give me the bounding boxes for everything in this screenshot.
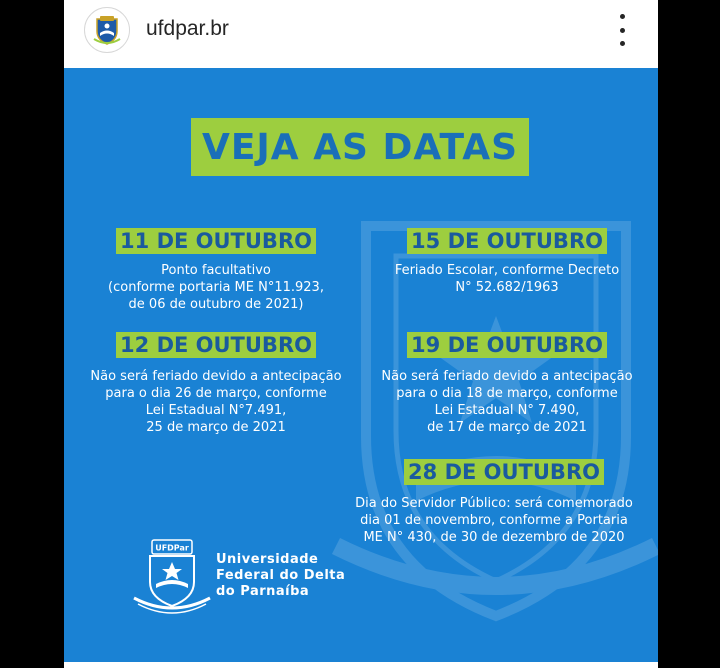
university-name-line-1: Universidade [216, 552, 319, 567]
date-description-12-outubro: Não será feriado devido a antecipação para o dia 26 de março, conforme Lei Estadual N°7.491, 25 de março de 2021 [90, 369, 342, 435]
date-description-28-outubro: Dia do Servidor Público: será comemorado dia 01 de novembro, conforme a Portaria ME N° 430, de 30 de dezembro de 2020 [355, 496, 633, 545]
dot [620, 14, 625, 19]
title-banner [191, 118, 529, 176]
date-label-19-outubro: 19 DE OUTUBRO [407, 332, 607, 358]
date-description-11-outubro: Ponto facultativo (conforme portaria ME N°11.923, de 06 de outubro de 2021) [108, 263, 324, 312]
date-label-28-outubro: 28 DE OUTUBRO [404, 459, 604, 485]
title-text: VEJA AS DATAS [201, 126, 519, 168]
post-username[interactable]: ufdpar.br [146, 17, 229, 40]
university-name-line-3: do Parnaíba [216, 584, 310, 599]
ufdpar-logo-icon [130, 538, 214, 618]
dot [620, 28, 625, 33]
more-options-icon[interactable] [612, 14, 632, 46]
university-name-line-2: Federal do Delta [216, 568, 346, 583]
profile-avatar[interactable] [84, 7, 130, 53]
date-description-19-outubro: Não será feriado devido a antecipação para o dia 18 de março, conforme Lei Estadual N° 7.490, de 17 de março de 2021 [381, 369, 633, 435]
date-label-11-outubro: 11 DE OUTUBRO [116, 228, 316, 254]
logo-text: UFDPar [155, 543, 189, 553]
university-name [216, 552, 345, 600]
dot [620, 41, 625, 46]
instagram-post [64, 0, 658, 668]
date-label-12-outubro: 12 DE OUTUBRO [116, 332, 316, 358]
date-label-15-outubro: 15 DE OUTUBRO [407, 228, 607, 254]
ufdpar-crest-icon [90, 13, 124, 47]
post-header [64, 0, 658, 64]
post-image [64, 68, 658, 662]
date-description-15-outubro: Feriado Escolar, conforme Decreto N° 52.682/1963 [394, 263, 620, 295]
